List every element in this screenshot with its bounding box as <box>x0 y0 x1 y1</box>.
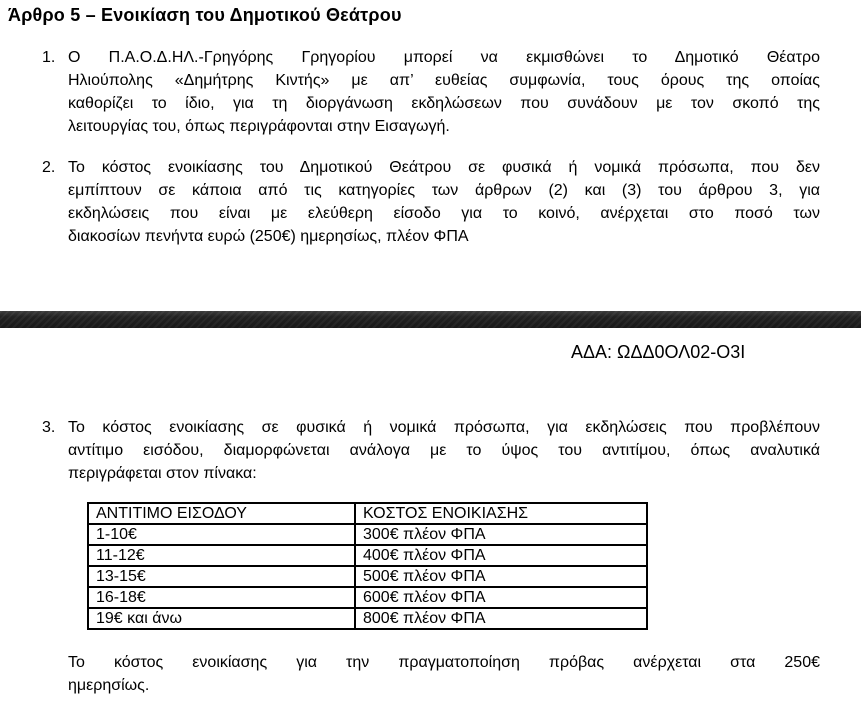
table-cell: 500€ πλέον ΦΠΑ <box>355 566 647 587</box>
table-cell: 16-18€ <box>88 587 355 608</box>
table-row <box>88 524 647 545</box>
table-cell: 400€ πλέον ΦΠΑ <box>355 545 647 566</box>
paragraph-number: 3. <box>42 419 56 436</box>
paragraph-number: 1. <box>42 49 56 66</box>
table-cell: 800€ πλέον ΦΠΑ <box>355 608 647 629</box>
table-header-row <box>88 503 647 524</box>
text-line: Το κόστος ενοικίασης του Δημοτικού Θεάτρου σε φυσικά ή νομικά πρόσωπα, που δεν <box>68 159 820 176</box>
text-line: λειτουργίας του, όπως περιγράφονται στην Εισαγωγή. <box>68 118 450 135</box>
table-row <box>88 566 647 587</box>
table-row <box>88 587 647 608</box>
ada-code: ΑΔΑ: ΩΔΔ0ΟΛ02-Ο3Ι <box>571 342 746 362</box>
numbered-paragraph-2 <box>42 156 820 248</box>
text-line: διακοσίων πενήντα ευρώ (250€) ημερησίως, πλέον ΦΠΑ <box>68 228 469 245</box>
paragraph-number: 2. <box>42 159 56 176</box>
paragraph-text <box>68 46 820 138</box>
page-break-bar <box>0 311 861 328</box>
table-cell: 11-12€ <box>88 545 355 566</box>
text-line: περιγράφεται στον πίνακα: <box>68 465 257 482</box>
paragraph-text <box>68 416 820 485</box>
text-line: εκδηλώσεις που είναι με ελεύθερη είσοδο για το κοινό, ανέρχεται στο ποσό των <box>68 205 820 222</box>
text-line: Ηλιούπολης «Δημήτρης Κιντής» με απ’ ευθείας συμφωνία, τους όρους της οποίας <box>68 72 820 89</box>
table-row <box>88 545 647 566</box>
text-line: Το κόστος ενοικίασης σε φυσικά ή νομικά πρόσωπα, για εκδηλώσεις που προβλέπουν <box>68 419 820 436</box>
table-cell: 19€ και άνω <box>88 608 355 629</box>
closing-paragraph <box>68 651 820 697</box>
table-cell: 600€ πλέον ΦΠΑ <box>355 587 647 608</box>
numbered-paragraph-1 <box>42 46 820 138</box>
table-header-cell-kostos: ΚΟΣΤΟΣ ΕΝΟΙΚΙΑΣΗΣ <box>355 503 647 524</box>
table-cell: 300€ πλέον ΦΠΑ <box>355 524 647 545</box>
table-header-cell-antitimo: ΑΝΤΙΤΙΜΟ ΕΙΣΟΔΟΥ <box>88 503 355 524</box>
text-line: Το κόστος ενοικίασης για την πραγματοποίηση πρόβας ανέρχεται στα 250€ <box>68 654 820 671</box>
text-line: αντίτιμο εισόδου, διαμορφώνεται ανάλογα με το ύψος του αντιτίμου, όπως αναλυτικά <box>68 442 820 459</box>
text-line: εμπίπτουν σε κάποια από τις κατηγορίες των άρθρων (2) και (3) του άρθρου 3, για <box>68 182 820 199</box>
pricing-table <box>87 502 648 630</box>
text-line: ημερησίως. <box>68 677 150 694</box>
numbered-paragraph-3 <box>42 416 820 485</box>
table-row <box>88 608 647 629</box>
paragraph-text <box>68 156 820 248</box>
table-cell: 1-10€ <box>88 524 355 545</box>
text-line: Ο Π.Α.Ο.Δ.ΗΛ.-Γρηγόρης Γρηγορίου μπορεί να εκμισθώνει το Δημοτικό Θέατρο <box>68 49 820 66</box>
text-line: καθορίζει το ίδιο, για τη διοργάνωση εκδηλώσεων που συνάδουν με τον σκοπό της <box>68 95 820 112</box>
table-cell: 13-15€ <box>88 566 355 587</box>
article-heading: Άρθρο 5 – Ενοικίαση του Δημοτικού Θεάτρου <box>8 5 402 25</box>
